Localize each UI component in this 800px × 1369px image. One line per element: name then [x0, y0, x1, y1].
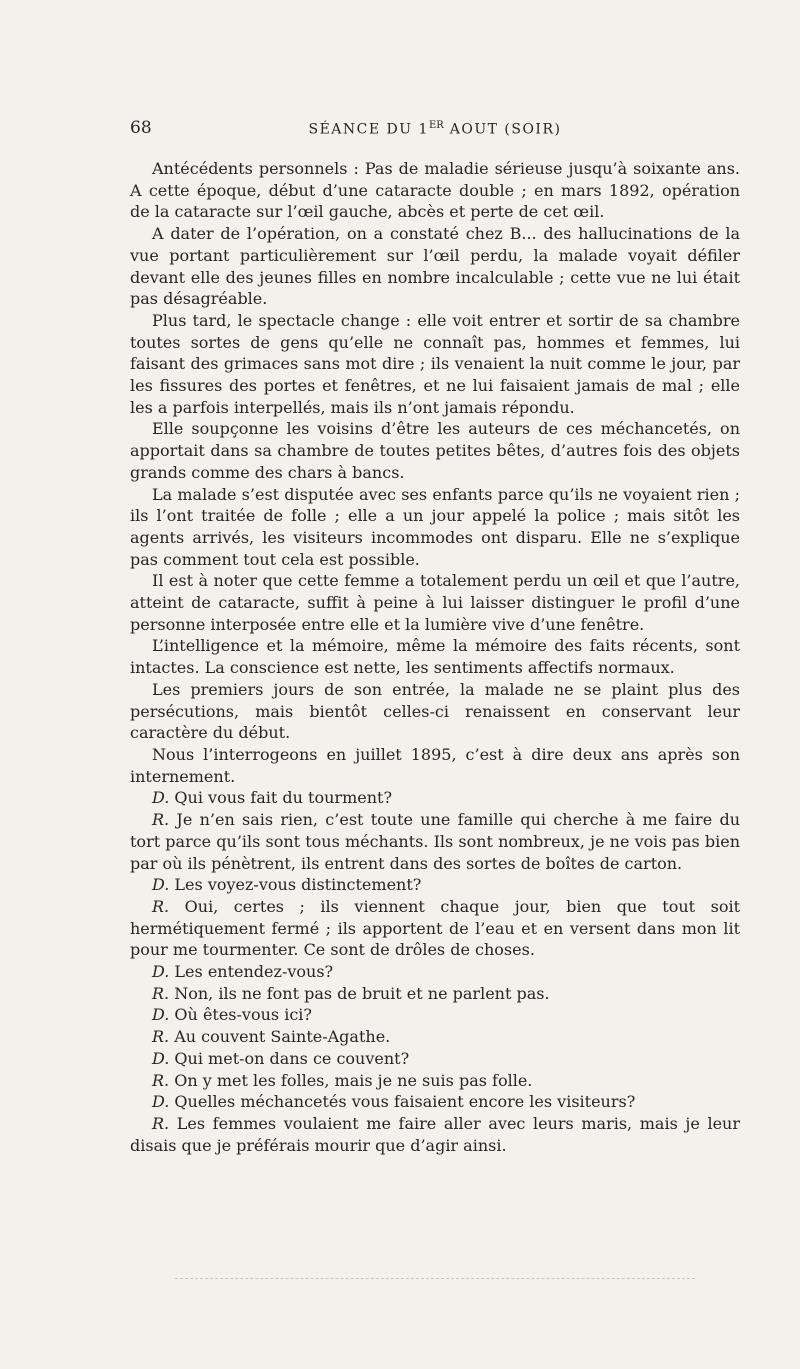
dialogue-line — [130, 1091, 740, 1113]
dialogue-text: Les entendez-vous? — [169, 962, 334, 982]
speaker-label: R. — [152, 1113, 170, 1133]
speaker-label: D. — [152, 1005, 170, 1025]
dialogue-line — [130, 1113, 740, 1156]
dialogue-line — [130, 1004, 740, 1026]
paragraph: L’intelligence et la mémoire, même la mémoire des faits récents, sont intactes. La conscience est nette, les sentiments affectifs normaux. — [130, 636, 740, 678]
dialogue-text: Où êtes-vous ici? — [169, 1005, 312, 1025]
dialogue-line — [130, 1048, 740, 1070]
paragraph: Les premiers jours de son entrée, la malade ne se plaint plus des persécutions, mais bientôt celles-ci renaissent en conservant leur caractère du début. — [130, 679, 740, 743]
speaker-label: R. — [152, 1070, 170, 1090]
dialogue-text: Oui, certes ; ils viennent chaque jour, bien que tout soit hermétiquement fermé ; ils apportent de l’eau et en versent dans mon lit pour me tourmenter. Ce sont de drôles de choses. — [130, 896, 740, 960]
speaker-label: D. — [152, 962, 170, 982]
speaker-label: R. — [152, 1027, 170, 1047]
dialogue-text: Qui met-on dans ce couvent? — [169, 1048, 410, 1068]
paragraph: Nous l’interrogeons en juillet 1895, c’est à dire deux ans après son internement. — [130, 744, 740, 786]
speaker-label: R. — [152, 983, 170, 1003]
dialogue-text: Les femmes voulaient me faire aller avec leurs maris, mais je leur disais que je préférais mourir que d’agir ainsi. — [130, 1113, 740, 1155]
page-number: 68 — [130, 118, 152, 138]
running-head — [130, 118, 740, 142]
running-title — [130, 120, 740, 138]
dialogue-text: Les voyez-vous distinctement? — [169, 875, 422, 895]
dialogue-line — [130, 983, 740, 1005]
speaker-label: D. — [152, 1048, 170, 1068]
dialogue-line — [130, 1070, 740, 1092]
paragraph: Antécédents personnels : Pas de maladie sérieuse jusqu’à soixante ans. A cette époque, début d’une cataracte double ; en mars 1892, opération de la cataracte sur l’œil gauche, abcès et perte de cet œil. — [130, 159, 740, 222]
dialogue-line — [130, 787, 740, 809]
dialogue-line — [130, 896, 740, 961]
dialogue-text: Qui vous fait du tourment? — [169, 788, 393, 808]
dialogue-line — [130, 874, 740, 896]
dialogue-line — [130, 809, 740, 874]
running-title-suffix: AOUT (SOIR) — [443, 121, 562, 138]
body-text — [130, 158, 740, 1156]
dialogue-text: Au couvent Sainte-Agathe. — [169, 1027, 391, 1047]
running-title-prefix: SÉANCE DU 1 — [308, 121, 429, 138]
speaker-label: R. — [152, 810, 170, 830]
dialogue-text: On y met les folles, mais je ne suis pas folle. — [169, 1070, 533, 1090]
dialogue-line — [130, 1026, 740, 1048]
paragraph: La malade s’est disputée avec ses enfants parce qu’ils ne voyaient rien ; ils l’ont traitée de folle ; elle a un jour appelé la police ; mais sitôt les agents arrivés, les visiteurs incommodes ont disparu. Elle ne s’explique pas comment tout cela est possible. — [130, 484, 740, 569]
dialogue-text: Quelles méchancetés vous faisaient encore les visiteurs? — [169, 1092, 636, 1112]
dialogue-text: Non, ils ne font pas de bruit et ne parlent pas. — [169, 983, 550, 1003]
speaker-label: D. — [152, 1092, 170, 1112]
speaker-label: D. — [152, 788, 170, 808]
running-title-sup: ER — [428, 120, 444, 131]
paragraph: Elle soupçonne les voisins d’être les auteurs de ces méchancetés, on apportait dans sa chambre de toutes petites bêtes, d’autres fois des objets grands comme des chars à bancs. — [130, 419, 740, 482]
speaker-label: R. — [152, 896, 170, 916]
speaker-label: D. — [152, 875, 170, 895]
paragraph: Plus tard, le spectacle change : elle voit entrer et sortir de sa chambre toutes sortes de gens qu’elle ne connaît pas, hommes et femmes, lui faisant des grimaces sans mot dire ; ils venaient la nuit comme le jour, par les fissures des portes et fenêtres, et ne lui faisaient jamais de mal ; elle les a parfois interpellés, mais ils n’ont jamais répondu. — [130, 310, 740, 417]
show-through-rule — [175, 1278, 695, 1280]
dialogue-line — [130, 961, 740, 983]
paragraph: A dater de l’opération, on a constaté chez B... des hallucinations de la vue portant particulièrement sur l’œil perdu, la malade voyait défiler devant elle des jeunes filles en nombre incalculable ; cette vue ne lui était pas désagréable. — [130, 224, 740, 309]
dialogue-text: Je n’en sais rien, c’est toute une famille qui cherche à me faire du tort parce qu’ils sont tous méchants. Ils sont nombreux, je ne vois pas bien par où ils pénètrent, ils entrent dans des sortes de boîtes de carton. — [130, 810, 740, 873]
paragraph: Il est à noter que cette femme a totalement perdu un œil et que l’autre, atteint de cataracte, suffit à peine à lui laisser distinguer le profil d’une personne interposée entre elle et la lumière vive d’une fenêtre. — [130, 571, 740, 634]
